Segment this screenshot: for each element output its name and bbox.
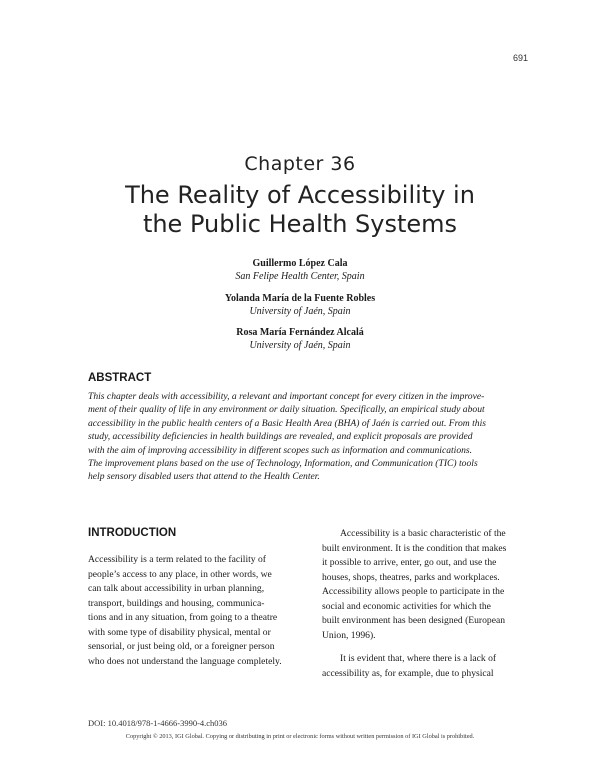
abstract-line: The improvement plans based on the use of Technology, Information, and Communication (TIC) tools: [88, 458, 478, 470]
abstract-line: with the aim of improving accessibility in different scopes such as information and communications.: [88, 444, 473, 456]
abstract-line: ment of their quality of life in any environment or daily situation. Specifically, an empirical study about: [88, 404, 485, 416]
introduction-heading: INTRODUCTION: [88, 527, 177, 539]
chapter-title-line: the Public Health Systems: [142, 210, 458, 238]
page-number: 691: [512, 53, 528, 63]
body-line: who does not understand the language completely.: [88, 655, 282, 667]
author-name: Rosa María Fernández Alcalá: [236, 327, 364, 338]
body-line: Accessibility is a term related to the facility of: [88, 554, 266, 565]
chapter-title: [0, 181, 600, 239]
author-block: [0, 326, 600, 352]
author-affiliation: University of Jaén, Spain: [249, 340, 351, 351]
abstract-line: This chapter deals with accessibility, a relevant and important concept for every citizen in the improve-: [88, 391, 485, 402]
body-line: sensorial, or just being old, or a foreigner person: [88, 641, 275, 652]
body-line: people’s access to any place, in other words, we: [88, 568, 272, 580]
body-line: built environment has been designed (European: [322, 615, 506, 626]
abstract-line: study, accessibility deficiencies in health buildings are revealed, and explicit proposals are provided: [88, 431, 473, 443]
abstract-line: help sensory disabled users that attend to the Health Center.: [88, 471, 320, 483]
body-line: social and economic activities for which the: [322, 600, 491, 612]
body-line: It is evident that, where there is a lack of: [340, 653, 497, 664]
body-line: it possible to arrive, enter, go out, and use the: [322, 557, 497, 568]
body-line: Union, 1996).: [322, 629, 376, 641]
abstract-line: accessibility in the public health centers of a Basic Health Area (BHA) of Jaén is carried out. From this: [88, 417, 486, 429]
body-line: can talk about accessibility in urban planning,: [88, 583, 265, 594]
body-line: Accessibility allows people to participate in the: [322, 586, 505, 597]
body-line: accessibility as, for example, due to physical: [322, 667, 494, 679]
author-name: Yolanda María de la Fuente Robles: [224, 293, 376, 304]
body-line: Accessibility is a basic characteristic of the: [340, 528, 506, 539]
author-affiliation: San Felipe Health Center, Spain: [235, 271, 365, 282]
abstract-body: [88, 390, 513, 484]
chapter-label: Chapter 36: [244, 153, 356, 175]
chapter-title-line: The Reality of Accessibility in: [125, 181, 475, 209]
copyright-notice: Copyright © 2013, IGI Global. Copying or distributing in print or electronic forms without written permission of IGI Global is prohibited.: [125, 733, 475, 740]
intro-right-column: [322, 527, 534, 681]
body-line: houses, shops, theatres, parks and workplaces.: [322, 571, 500, 583]
intro-left-column: [88, 553, 300, 669]
body-line: built environment. It is the condition that makes: [322, 542, 507, 554]
author-block: [0, 257, 600, 283]
author-name: Guillermo López Cala: [252, 258, 348, 269]
body-line: with some type of disability physical, mental or: [88, 626, 271, 638]
body-line: tions and in any situation, from going to a theatre: [88, 612, 278, 623]
body-line: transport, buildings and housing, communica-: [88, 597, 265, 609]
author-block: [0, 292, 600, 318]
abstract-heading: ABSTRACT: [88, 372, 152, 384]
doi: DOI: 10.4018/978-1-4666-3990-4.ch036: [88, 718, 228, 728]
author-affiliation: University of Jaén, Spain: [249, 306, 351, 317]
